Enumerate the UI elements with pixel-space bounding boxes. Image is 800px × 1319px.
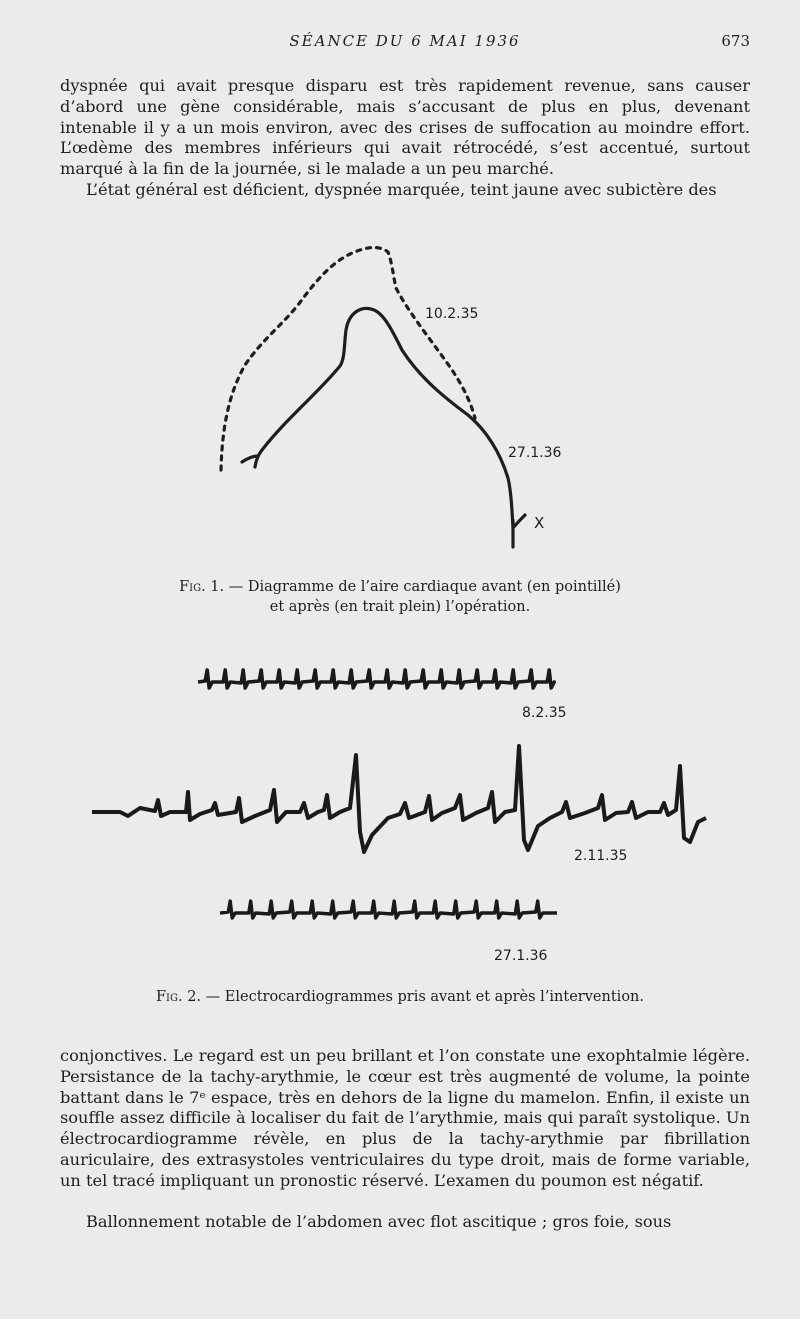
label-solid-date: 27.1.36 [508,445,562,461]
caption-label: Fig. 1. [179,579,225,595]
figure-1 [0,235,800,615]
body-paragraph: L’état général est déficient, dyspnée marquée, teint jaune avec subictère des [86,180,717,199]
caption-text: — Diagramme de l’aire cardiaque avant (en pointillé) [224,579,621,595]
label-dotted-date: 10.2.35 [425,306,479,322]
dotted-outline-before [221,248,475,470]
running-title: SÉANCE DU 6 MAI 1936 [289,32,521,50]
ecg-figure [0,650,800,970]
body-paragraph: Ballonnement notable de l’abdomen avec flot ascitique ; gros foie, sous [86,1212,672,1231]
page-header [60,32,750,52]
ecg-trace-3 [220,901,557,918]
ecg-date-3: 27.1.36 [494,948,548,964]
caption-label: Fig. 2. [155,989,202,1005]
body-paragraph: conjonctives. Le regard est un peu brillant et l’on constate une exophtalmie légère. Persistance de la tachy-arythmie, le cœur est très augmenté de volume, la pointe battant dans le 7ᵉ espace, très en dehors de la ligne du mamelon. Enfin, il existe un souffle assez difficile à localiser du fait de l’arythmie, mais qui paraît systolique. Un électrocardiogramme révèle, en plus de la tachy-arythmie par fibrillation auriculaire, des extrasystoles ventriculaires du type droit, mais de forme variable, un tel tracé impliquant un pronostic réservé. L’examen du poumon est négatif. [60,1046,750,1190]
body-paragraph: dyspnée qui avait presque disparu est très rapidement revenue, sans causer d’abord une gène considérable, mais s’accusant de plus en plus, devenant intenable il y a un mois environ, avec des crises de suffocation au moindre effort. L’œdème des membres inférieurs qui avait rétrocédé, s’est accentué, surtout marqué à la fin de la journée, si le malade a un peu marché. [60,76,750,179]
caption-text: et après (en trait plein) l’opération. [269,599,531,615]
ecg-date-1: 8.2.35 [522,705,567,721]
ecg-trace-2 [92,746,706,852]
ecg-date-2: 2.11.35 [574,848,628,864]
page-number: 673 [721,32,750,50]
figure-2-caption [0,987,800,1007]
figure-2 [0,650,800,1010]
caption-text: — Electrocardiogrammes pris avant et après l’intervention. [201,989,644,1005]
cardiac-area-diagram [0,235,800,565]
figure-1-caption [0,577,800,617]
ecg-trace-1 [198,670,554,688]
solid-outline-after [242,308,525,547]
label-x-mark: X [534,514,545,532]
